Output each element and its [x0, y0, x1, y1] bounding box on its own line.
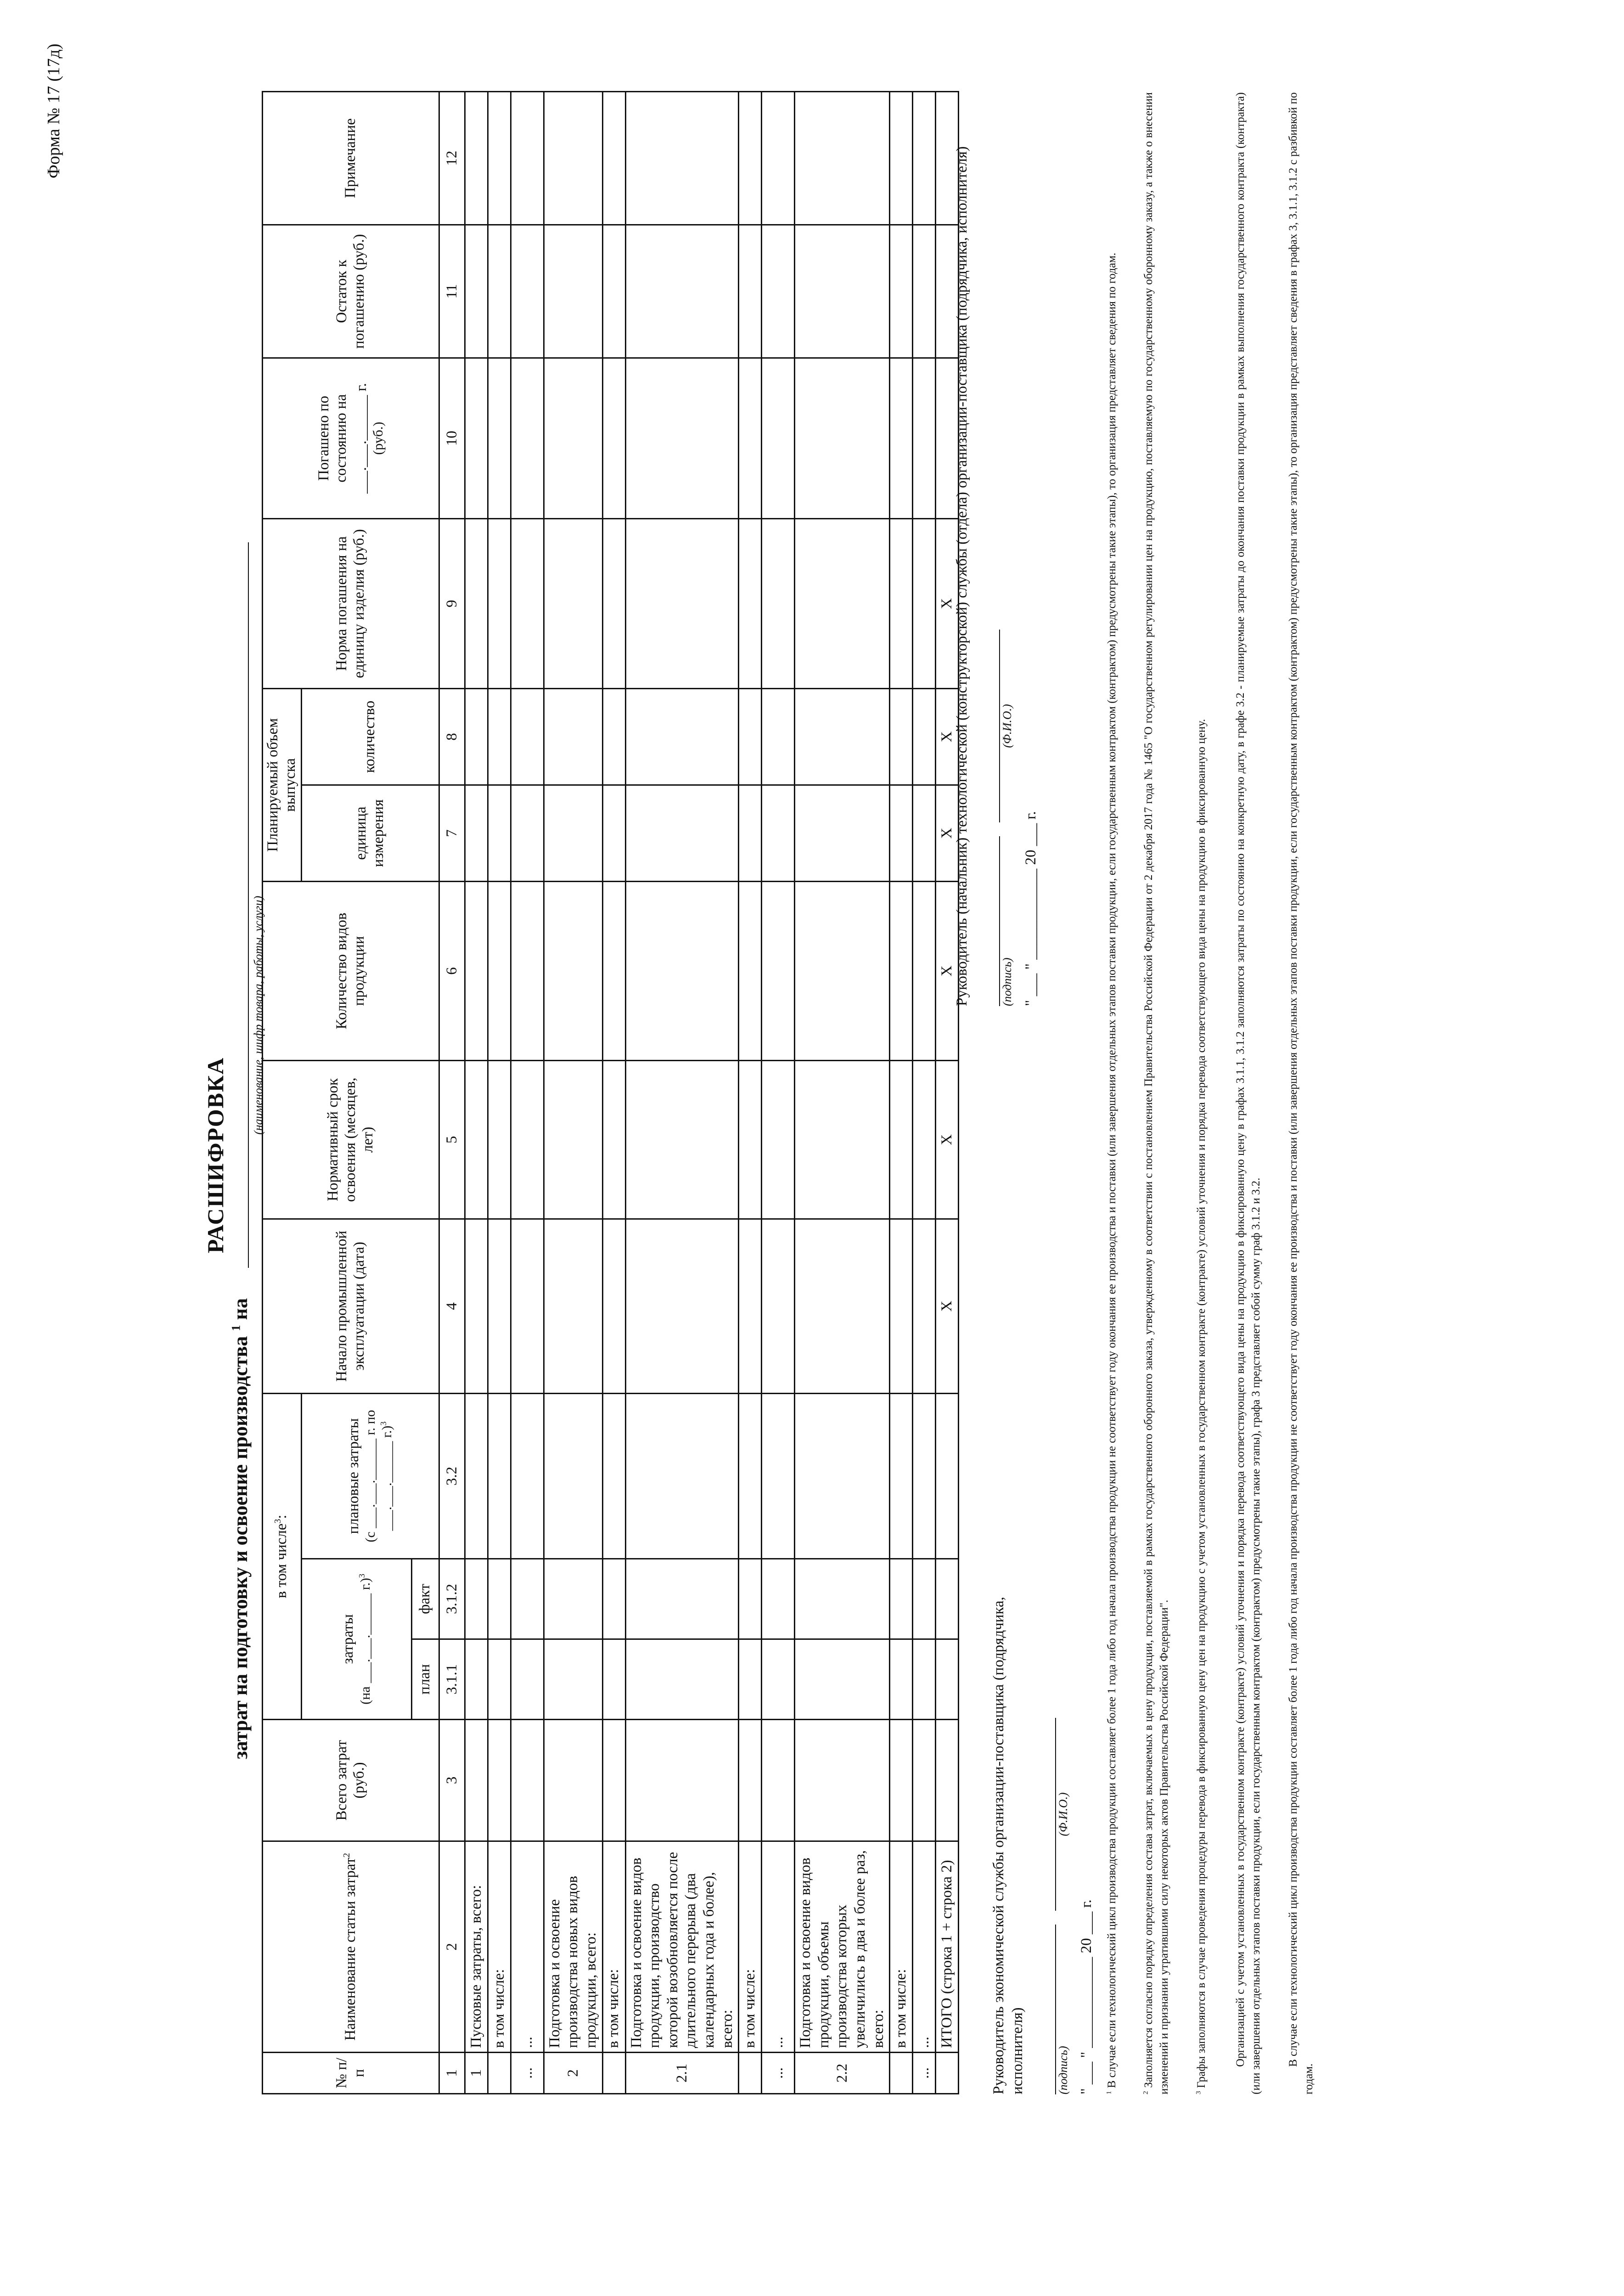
total-row-mark: X	[936, 1219, 959, 1394]
signature-block-technical	[953, 134, 1040, 1006]
header-incl: в том числе$^3$:	[263, 1394, 302, 1720]
table-cell	[465, 519, 488, 689]
table-cell	[913, 92, 936, 225]
header-planned-volume: Планируемый объем выпуска	[263, 689, 302, 882]
technical-sign-caption: (подпись)	[999, 836, 1015, 1006]
table-cell	[488, 358, 511, 519]
row-number: ...	[913, 2053, 936, 2094]
row-name: ...	[511, 1841, 544, 2053]
col-number: 12	[439, 92, 465, 225]
table-cell	[795, 225, 890, 358]
table-cell	[890, 1061, 913, 1219]
header-start: Начало промышленной эксплуатации (дата)	[263, 1219, 439, 1394]
table-cell	[739, 1219, 762, 1394]
table-cell	[511, 785, 544, 882]
footnote-3-years: В случае если технологический цикл производства продукции составляет более 1 года либо год начала производства продукции не соответствует году окончания ее производства и поставки (или завершения отдельных этапов поставки продукции, если государственным контрактом (контрактом) предусмотрены такие этапы), то организация представляет сведения в графах 3, 3.1.1, 3.1.2 с разбивкой по годам.	[1287, 92, 1315, 2094]
table-cell	[511, 1061, 544, 1219]
document-subtitle	[229, 1298, 252, 1759]
table-cell	[602, 1061, 625, 1219]
table-cell	[913, 1639, 936, 1720]
table-row	[511, 92, 544, 2094]
form-number: Форма № 17 (17д)	[44, 44, 63, 179]
row-name: Подготовка и освоение производства новых видов продукции, всего:	[544, 1841, 602, 2053]
table-cell	[890, 1219, 913, 1394]
header-norm-term: Нормативный срок освоения (месяцев, лет)	[263, 1061, 439, 1219]
row-number: 2.2	[795, 2053, 890, 2094]
footnote-3: $^3$ Графы заполняются в случае проведения процедуры перевода в фиксированную цену цен на продукцию с учетом установленных в государственном контракте (контракте) условий уточнения и порядка перевода соответствующего вида цены на продукцию в фиксированную цену.	[1195, 719, 1208, 2094]
footnote-1: $^1$ В случае если технологический цикл производства продукции составляет более 1 года либо год начала производства продукции не соответствует году окончания ее производства и поставки (или завершения отдельных этапов поставки продукции, если государственным контрактом (контрактом) предусмотрены такие этапы), то организация представляет сведения по годам.	[1105, 253, 1118, 2094]
table-cell	[936, 1720, 959, 1841]
table-cell	[625, 1394, 739, 1559]
table-cell	[762, 92, 795, 225]
table-cell	[890, 1720, 913, 1841]
cost-breakdown-table	[262, 91, 959, 2094]
table-cell	[511, 358, 544, 519]
table-cell	[511, 1720, 544, 1841]
col-number: 3.1.1	[439, 1639, 465, 1720]
table-cell	[795, 1394, 890, 1559]
table-cell	[739, 1639, 762, 1720]
table-cell	[625, 1720, 739, 1841]
table-cell	[511, 92, 544, 225]
table-cell	[625, 519, 739, 689]
table-cell	[602, 92, 625, 225]
table-cell	[762, 1061, 795, 1219]
row-number	[936, 2053, 959, 2094]
row-name: в том числе:	[890, 1841, 913, 2053]
table-cell	[544, 358, 602, 519]
col-number: 3.1.2	[439, 1559, 465, 1639]
table-cell	[795, 519, 890, 689]
table-cell	[890, 785, 913, 882]
table-row	[795, 92, 890, 2094]
table-cell	[602, 689, 625, 785]
row-number: 2.1	[625, 2053, 739, 2094]
header-repaid: Погашено по состоянию на ___.___.______ г. (руб.)	[263, 358, 439, 519]
col-number: 8	[439, 689, 465, 785]
table-cell	[465, 1219, 488, 1394]
total-row-mark: X	[936, 519, 959, 689]
table-cell	[936, 1559, 959, 1639]
table-row	[602, 92, 625, 2094]
table-cell	[511, 225, 544, 358]
table-cell	[625, 358, 739, 519]
table-cell	[625, 1559, 739, 1639]
table-cell	[625, 225, 739, 358]
table-cell	[762, 689, 795, 785]
table-cell	[544, 1720, 602, 1841]
table-cell	[488, 519, 511, 689]
header-kinds: Количество видов продукции	[263, 882, 439, 1061]
table-cell	[488, 1559, 511, 1639]
footnote-3-detail: Организацией с учетом установленных в государственном контракте (контракте) условий уточнения и порядка перевода соответствующего вида цены на продукцию в фиксированную цену в графах 3.1.1, 3.1.2 заполняются затраты по состоянию на конкретную дату, в графе 3.2 - планируемые затраты до окончания поставки продукции в рамках выполнения государственного контракта (контракта) (или завершения отдельных этапов поставки продукции, если государственным контрактом (контрактом) предусмотрены такие этапы), графа 3 представляет собой сумму граф 3.1.2 и 3.2.	[1234, 92, 1262, 2094]
table-cell	[795, 1219, 890, 1394]
economic-sign-caption: (подпись)	[1055, 1925, 1071, 2094]
table-cell	[913, 225, 936, 358]
header-plan: план	[411, 1639, 439, 1720]
table-row	[488, 92, 511, 2094]
table-cell	[544, 882, 602, 1061]
table-cell	[544, 1394, 602, 1559]
table-cell	[544, 1559, 602, 1639]
table-cell	[936, 1639, 959, 1720]
table-cell	[795, 1061, 890, 1219]
table-cell	[739, 689, 762, 785]
table-cell	[465, 882, 488, 1061]
col-number: 10	[439, 358, 465, 519]
header-total: Всего затрат (руб.)	[263, 1720, 439, 1841]
header-remain: Остаток к погашению (руб.)	[263, 225, 439, 358]
table-cell	[511, 689, 544, 785]
row-number	[890, 2053, 913, 2094]
table-cell	[602, 882, 625, 1061]
table-row	[762, 92, 795, 2094]
table-cell	[890, 1639, 913, 1720]
row-number: ...	[511, 2053, 544, 2094]
table-cell	[762, 1720, 795, 1841]
table-cell	[762, 358, 795, 519]
table-cell	[488, 1219, 511, 1394]
table-cell	[913, 1394, 936, 1559]
table-cell	[739, 1559, 762, 1639]
table-cell	[890, 358, 913, 519]
table-cell	[913, 785, 936, 882]
table-cell	[762, 225, 795, 358]
header-num: № п/п	[263, 2053, 439, 2094]
table-cell	[936, 1394, 959, 1559]
table-cell	[890, 92, 913, 225]
table-cell	[544, 689, 602, 785]
row-number	[488, 2053, 511, 2094]
table-cell	[602, 1219, 625, 1394]
table-cell	[488, 1720, 511, 1841]
table-cell	[465, 92, 488, 225]
col-number: 11	[439, 225, 465, 358]
col-number: 1	[439, 2053, 465, 2094]
table-cell	[465, 689, 488, 785]
table-cell	[913, 689, 936, 785]
row-name: ...	[913, 1841, 936, 2053]
economic-head-title: Руководитель экономической службы организации-поставщика (подрядчика, исполнителя)	[990, 1597, 1026, 2094]
table-cell	[602, 1639, 625, 1720]
row-name: в том числе:	[602, 1841, 625, 2053]
table-cell	[762, 1394, 795, 1559]
signature-block-economic	[989, 1543, 1096, 2094]
table-row	[465, 92, 488, 2094]
total-row-mark: X	[936, 785, 959, 882]
row-name: в том числе:	[739, 1841, 762, 2053]
table-cell	[739, 519, 762, 689]
table-cell	[488, 785, 511, 882]
table-cell	[913, 1720, 936, 1841]
technical-date: " ___ " ____________ 20 ___ г.	[1022, 811, 1039, 1006]
table-cell	[795, 785, 890, 882]
table-cell	[913, 882, 936, 1061]
column-number-row	[439, 92, 465, 2094]
table-cell	[544, 519, 602, 689]
table-cell	[762, 1559, 795, 1639]
table-cell	[511, 1219, 544, 1394]
economic-date: " ___ " ____________ 20 ___ г.	[1078, 1899, 1095, 2094]
row-number	[739, 2053, 762, 2094]
subtitle-footnote-ref: 1	[229, 1325, 243, 1331]
table-cell	[602, 358, 625, 519]
table-cell	[890, 519, 913, 689]
row-name: в том числе:	[488, 1841, 511, 2053]
table-cell	[544, 1639, 602, 1720]
document-title: РАСШИФРОВКА	[202, 1057, 228, 1254]
technical-head-title: Руководитель (начальник) технологической (конструкторской) службы (отдела) организации-поставщика (подрядчика, исполнителя)	[954, 146, 970, 1006]
table-cell	[488, 689, 511, 785]
table-cell	[602, 785, 625, 882]
table-cell	[625, 1219, 739, 1394]
header-fact: факт	[411, 1559, 439, 1639]
row-name: Подготовка и освоение видов продукции, производство которой возобновляется после длительного перерыва (два календарных года и более), всего:	[625, 1841, 739, 2053]
table-cell	[795, 882, 890, 1061]
table-cell	[488, 1394, 511, 1559]
header-row-1	[263, 92, 302, 2094]
table-cell	[739, 1720, 762, 1841]
table-cell	[739, 358, 762, 519]
table-cell	[739, 1394, 762, 1559]
row-name: Подготовка и освоение видов продукции, объемы производства которых увеличились в два и более раз, всего:	[795, 1841, 890, 2053]
header-zatraty: затраты (на ___.___.______ г.)$^3$	[301, 1559, 411, 1720]
table-cell	[795, 1559, 890, 1639]
table-cell	[488, 92, 511, 225]
table-cell	[913, 519, 936, 689]
table-cell	[795, 1720, 890, 1841]
economic-fio-caption: (Ф.И.О.)	[1055, 1718, 1071, 1911]
row-name: ИТОГО (строка 1 + строка 2)	[936, 1841, 959, 2053]
table-cell	[762, 519, 795, 689]
table-cell	[625, 1639, 739, 1720]
subject-hint: (наименование, шифр товара, работы, услуги)	[252, 895, 265, 1135]
total-row-mark: X	[936, 882, 959, 1061]
table-body	[465, 92, 958, 2094]
table-cell	[795, 358, 890, 519]
row-name: ...	[762, 1841, 795, 2053]
table-cell	[890, 1559, 913, 1639]
table-cell	[913, 358, 936, 519]
total-row-mark: X	[936, 689, 959, 785]
table-cell	[602, 225, 625, 358]
table-cell	[488, 1061, 511, 1219]
table-cell	[890, 225, 913, 358]
header-unit: единица измерения	[301, 785, 439, 882]
header-planovye: плановые затраты (с ___.___.______ г. по ___.___.______ г.)$^3$	[301, 1394, 439, 1559]
table-cell	[795, 689, 890, 785]
col-number: 4	[439, 1219, 465, 1394]
table-row	[739, 92, 762, 2094]
total-row-mark: X	[936, 1061, 959, 1219]
table-cell	[602, 519, 625, 689]
table-cell	[739, 92, 762, 225]
table-cell	[762, 1639, 795, 1720]
row-name: Пусковые затраты, всего:	[465, 1841, 488, 2053]
table-cell	[739, 225, 762, 358]
col-number: 6	[439, 882, 465, 1061]
table-cell	[465, 785, 488, 882]
col-number: 7	[439, 785, 465, 882]
table-cell	[762, 785, 795, 882]
table-cell	[465, 1559, 488, 1639]
row-number	[602, 2053, 625, 2094]
table-cell	[762, 882, 795, 1061]
table-cell	[488, 225, 511, 358]
col-number: 9	[439, 519, 465, 689]
table-cell	[762, 1219, 795, 1394]
col-number: 3	[439, 1720, 465, 1841]
table-cell	[511, 882, 544, 1061]
table-cell	[890, 689, 913, 785]
table-cell	[511, 1394, 544, 1559]
table-cell	[913, 1061, 936, 1219]
table-cell	[465, 225, 488, 358]
table-cell	[544, 92, 602, 225]
table-cell	[739, 1061, 762, 1219]
table-cell	[465, 1394, 488, 1559]
table-cell	[602, 1559, 625, 1639]
col-number: 2	[439, 1841, 465, 2053]
table-row	[625, 92, 739, 2094]
table-cell	[544, 225, 602, 358]
table-cell	[488, 882, 511, 1061]
row-number: 1	[465, 2053, 488, 2094]
table-cell	[739, 785, 762, 882]
footnote-2: $^2$ Заполняется согласно порядку определения состава затрат, включаемых в цену продукции, поставляемой в рамках государственного оборонного заказа, утвержденному в соответствии с постановлением Правительства Российской Федерации от 2 декабря 2017 года № 1465 "О государственном регулировании цен на продукцию, поставляемую по государственному оборонному заказу, а также о внесении изменений и признании утратившими силу некоторых актов Правительства Российской Федерации".	[1142, 92, 1170, 2094]
table-cell	[602, 1394, 625, 1559]
table-row	[544, 92, 602, 2094]
table-cell	[625, 1061, 739, 1219]
table-cell	[465, 1639, 488, 1720]
header-name: Наименование статьи затрат$^2$	[263, 1841, 439, 2053]
row-number: 2	[544, 2053, 602, 2094]
technical-fio-caption: (Ф.И.О.)	[999, 630, 1015, 822]
col-number: 5	[439, 1061, 465, 1219]
table-cell	[913, 1219, 936, 1394]
table-cell	[625, 689, 739, 785]
table-cell	[511, 519, 544, 689]
table-cell	[465, 358, 488, 519]
table-cell	[511, 1639, 544, 1720]
table-cell	[625, 785, 739, 882]
row-number: ...	[762, 2053, 795, 2094]
table-cell	[544, 1219, 602, 1394]
col-number: 3.2	[439, 1394, 465, 1559]
table-cell	[544, 1061, 602, 1219]
header-norm-repay: Норма погашения на единицу изделия (руб.)	[263, 519, 439, 689]
table-cell	[544, 785, 602, 882]
table-cell	[795, 1639, 890, 1720]
table-cell	[913, 1559, 936, 1639]
table-cell	[602, 1720, 625, 1841]
table-cell	[739, 882, 762, 1061]
table-cell	[795, 92, 890, 225]
table-row	[890, 92, 913, 2094]
subtitle-na: на	[229, 1298, 252, 1320]
table-cell	[465, 1061, 488, 1219]
table-row	[913, 92, 936, 2094]
table-cell	[465, 1720, 488, 1841]
header-qty: количество	[301, 689, 439, 785]
subject-fill-line	[248, 542, 249, 1268]
table-cell	[625, 92, 739, 225]
table-cell	[511, 1559, 544, 1639]
subtitle-text: затрат на подготовку и освоение производства	[229, 1336, 252, 1759]
table-cell	[488, 1639, 511, 1720]
header-note: Примечание	[263, 92, 439, 225]
table-cell	[890, 1394, 913, 1559]
table-cell	[890, 882, 913, 1061]
table-cell	[625, 882, 739, 1061]
